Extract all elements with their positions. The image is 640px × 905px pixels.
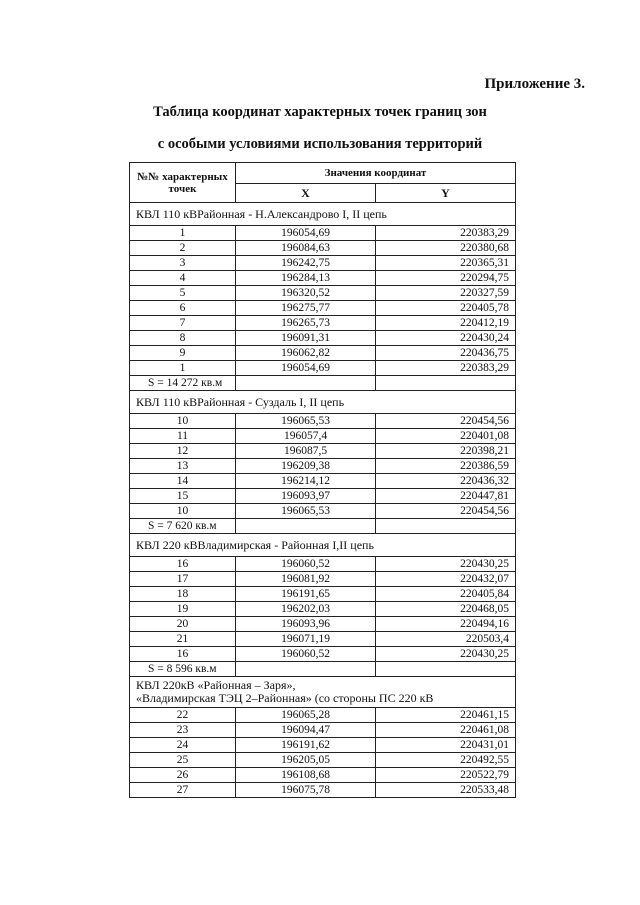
y-coordinate-cell: 220386,59 — [376, 459, 516, 474]
table-row — [130, 647, 516, 662]
x-coordinate-cell: 196087,5 — [236, 444, 376, 459]
x-coordinate-cell: 196093,97 — [236, 489, 376, 504]
table-row — [130, 723, 516, 738]
y-coordinate-cell: 220431,01 — [376, 738, 516, 753]
area-row — [130, 662, 516, 677]
empty-cell — [236, 519, 376, 534]
point-number-cell: 8 — [130, 331, 236, 346]
table-row — [130, 489, 516, 504]
point-number-cell: 23 — [130, 723, 236, 738]
point-number-cell: 16 — [130, 647, 236, 662]
section-title — [130, 534, 516, 557]
section-header-row — [130, 203, 516, 226]
section-header-row — [130, 391, 516, 414]
table-row — [130, 331, 516, 346]
point-number-cell: 9 — [130, 346, 236, 361]
point-number-cell: 17 — [130, 572, 236, 587]
point-number-cell: 5 — [130, 286, 236, 301]
table-row — [130, 429, 516, 444]
point-number-cell: 21 — [130, 632, 236, 647]
y-coordinate-cell: 220412,19 — [376, 316, 516, 331]
area-row — [130, 519, 516, 534]
table-row — [130, 783, 516, 798]
y-coordinate-cell: 220327,59 — [376, 286, 516, 301]
x-coordinate-cell: 196062,82 — [236, 346, 376, 361]
x-coordinate-cell: 196265,73 — [236, 316, 376, 331]
y-coordinate-cell: 220294,75 — [376, 271, 516, 286]
table-row — [130, 632, 516, 647]
y-coordinate-cell: 220436,32 — [376, 474, 516, 489]
y-coordinate-cell: 220461,15 — [376, 708, 516, 723]
point-number-cell: 14 — [130, 474, 236, 489]
section-title-line: КВЛ 220 кВВладимирская - Районная I,II цепь — [136, 537, 374, 552]
point-number-cell: 1 — [130, 226, 236, 241]
y-coordinate-cell: 220383,29 — [376, 226, 516, 241]
area-row — [130, 376, 516, 391]
table-row — [130, 226, 516, 241]
x-coordinate-cell: 196075,78 — [236, 783, 376, 798]
y-coordinate-cell: 220454,56 — [376, 414, 516, 429]
table-body — [130, 203, 516, 798]
y-coordinate-cell: 220436,75 — [376, 346, 516, 361]
x-coordinate-cell: 196108,68 — [236, 768, 376, 783]
table-row — [130, 459, 516, 474]
area-value: S = 14 272 кв.м — [130, 376, 236, 391]
point-number-cell: 22 — [130, 708, 236, 723]
table-row — [130, 557, 516, 572]
x-coordinate-cell: 196084,63 — [236, 241, 376, 256]
header-x: X — [236, 184, 376, 203]
table-row — [130, 768, 516, 783]
x-coordinate-cell: 196065,53 — [236, 504, 376, 519]
point-number-cell: 19 — [130, 602, 236, 617]
x-coordinate-cell: 196093,96 — [236, 617, 376, 632]
section-title — [130, 677, 516, 708]
x-coordinate-cell: 196094,47 — [236, 723, 376, 738]
y-coordinate-cell: 220430,25 — [376, 557, 516, 572]
table-row — [130, 738, 516, 753]
point-number-cell: 6 — [130, 301, 236, 316]
area-value: S = 7 620 кв.м — [130, 519, 236, 534]
y-coordinate-cell: 220492,55 — [376, 753, 516, 768]
table-row — [130, 316, 516, 331]
x-coordinate-cell: 196054,69 — [236, 226, 376, 241]
y-coordinate-cell: 220430,25 — [376, 647, 516, 662]
x-coordinate-cell: 196071,19 — [236, 632, 376, 647]
y-coordinate-cell: 220533,48 — [376, 783, 516, 798]
section-title-line: КВЛ 110 кВРайонная - Н.Александрово I, II цепь — [136, 206, 387, 221]
table-row — [130, 444, 516, 459]
table-row — [130, 572, 516, 587]
table-row — [130, 602, 516, 617]
point-number-cell: 11 — [130, 429, 236, 444]
point-number-cell: 10 — [130, 504, 236, 519]
point-number-cell: 3 — [130, 256, 236, 271]
section-title-line: КВЛ 220кВ «Районная – Заря», — [136, 678, 296, 692]
x-coordinate-cell: 196054,69 — [236, 361, 376, 376]
table-row — [130, 286, 516, 301]
y-coordinate-cell: 220447,81 — [376, 489, 516, 504]
x-coordinate-cell: 196081,92 — [236, 572, 376, 587]
x-coordinate-cell: 196202,03 — [236, 602, 376, 617]
y-coordinate-cell: 220468,05 — [376, 602, 516, 617]
table-row — [130, 301, 516, 316]
empty-cell — [376, 662, 516, 677]
y-coordinate-cell: 220494,16 — [376, 617, 516, 632]
appendix-label: Приложение 3. — [484, 76, 585, 92]
table-row — [130, 474, 516, 489]
area-value: S = 8 596 кв.м — [130, 662, 236, 677]
table-row — [130, 346, 516, 361]
point-number-cell: 18 — [130, 587, 236, 602]
x-coordinate-cell: 196214,12 — [236, 474, 376, 489]
point-number-cell: 26 — [130, 768, 236, 783]
x-coordinate-cell: 196060,52 — [236, 647, 376, 662]
y-coordinate-cell: 220401,08 — [376, 429, 516, 444]
x-coordinate-cell: 196065,53 — [236, 414, 376, 429]
table-row — [130, 271, 516, 286]
y-coordinate-cell: 220405,78 — [376, 301, 516, 316]
point-number-cell: 16 — [130, 557, 236, 572]
section-title — [130, 203, 516, 226]
empty-cell — [376, 519, 516, 534]
empty-cell — [236, 376, 376, 391]
y-coordinate-cell: 220430,24 — [376, 331, 516, 346]
y-coordinate-cell: 220365,31 — [376, 256, 516, 271]
table-row — [130, 753, 516, 768]
x-coordinate-cell: 196242,75 — [236, 256, 376, 271]
header-y: Y — [376, 184, 516, 203]
table-row — [130, 504, 516, 519]
table-row — [130, 414, 516, 429]
y-coordinate-cell: 220432,07 — [376, 572, 516, 587]
x-coordinate-cell: 196060,52 — [236, 557, 376, 572]
coordinates-table — [129, 162, 516, 798]
table-row — [130, 617, 516, 632]
x-coordinate-cell: 196209,38 — [236, 459, 376, 474]
x-coordinate-cell: 196091,31 — [236, 331, 376, 346]
section-title-line: «Владимирская ТЭЦ 2–Районная» (со стороны ПС 220 кВ — [136, 691, 434, 705]
x-coordinate-cell: 196284,13 — [236, 271, 376, 286]
y-coordinate-cell: 220503,4 — [376, 632, 516, 647]
section-header-row — [130, 677, 516, 708]
point-number-cell: 1 — [130, 361, 236, 376]
empty-cell — [236, 662, 376, 677]
point-number-cell: 10 — [130, 414, 236, 429]
x-coordinate-cell: 196320,52 — [236, 286, 376, 301]
document-title-line1: Таблица координат характерных точек границ зон — [153, 104, 487, 120]
document-title-line2: с особыми условиями использования территорий — [157, 136, 483, 152]
point-number-cell: 12 — [130, 444, 236, 459]
empty-cell — [376, 376, 516, 391]
section-title-line: КВЛ 110 кВРайонная - Суздаль I, II цепь — [136, 394, 345, 409]
point-number-cell: 4 — [130, 271, 236, 286]
point-number-cell: 24 — [130, 738, 236, 753]
y-coordinate-cell: 220398,21 — [376, 444, 516, 459]
table-row — [130, 587, 516, 602]
y-coordinate-cell: 220383,29 — [376, 361, 516, 376]
x-coordinate-cell: 196205,05 — [236, 753, 376, 768]
point-number-cell: 7 — [130, 316, 236, 331]
point-number-cell: 13 — [130, 459, 236, 474]
x-coordinate-cell: 196191,62 — [236, 738, 376, 753]
y-coordinate-cell: 220405,84 — [376, 587, 516, 602]
section-header-row — [130, 534, 516, 557]
table-row — [130, 361, 516, 376]
point-number-cell: 2 — [130, 241, 236, 256]
header-point-number: №№ характерных точек — [130, 163, 236, 203]
x-coordinate-cell: 196275,77 — [236, 301, 376, 316]
header-coordinate-values: Значения координат — [236, 163, 516, 184]
y-coordinate-cell: 220454,56 — [376, 504, 516, 519]
section-title — [130, 391, 516, 414]
y-coordinate-cell: 220522,79 — [376, 768, 516, 783]
table-row — [130, 708, 516, 723]
point-number-cell: 15 — [130, 489, 236, 504]
y-coordinate-cell: 220380,68 — [376, 241, 516, 256]
table-row — [130, 241, 516, 256]
point-number-cell: 25 — [130, 753, 236, 768]
point-number-cell: 27 — [130, 783, 236, 798]
x-coordinate-cell: 196191,65 — [236, 587, 376, 602]
y-coordinate-cell: 220461,08 — [376, 723, 516, 738]
x-coordinate-cell: 196057,4 — [236, 429, 376, 444]
point-number-cell: 20 — [130, 617, 236, 632]
table-row — [130, 256, 516, 271]
x-coordinate-cell: 196065,28 — [236, 708, 376, 723]
